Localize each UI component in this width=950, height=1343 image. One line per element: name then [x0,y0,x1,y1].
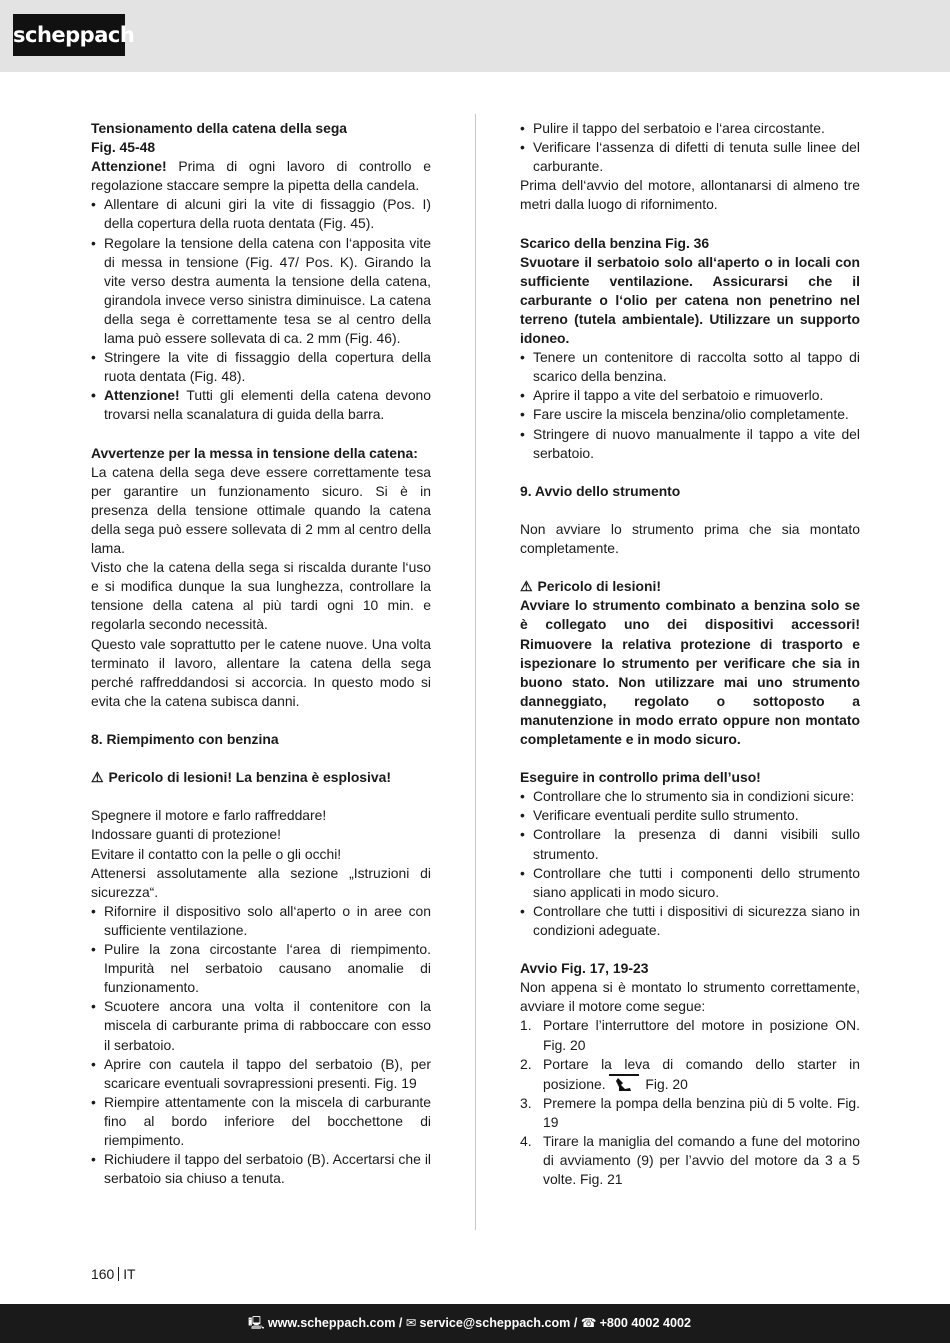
header-bar [0,0,950,72]
numbered-step: 3. Premere la pompa della benzina più di 5 volte. Fig. 19 [520,1094,860,1130]
page-number: 160 IT [91,1266,136,1282]
section-heading: Scarico della benzina Fig. 36 [520,234,710,251]
left-column [91,119,431,1188]
list-item: • Verificare eventuali perdite sullo strumento. [520,807,799,824]
right-column [520,119,860,1189]
list-item: • Scuotere ancora una volta il contenitore con la miscela di carburante prima di rabboccare con esso il serbatoio. [91,998,431,1053]
list-item: • Stringere la vite di fissaggio della copertura della ruota dentata (Fig. 48). [91,349,431,385]
list-item: • Attenzione! Tutti gli elementi della catena devono trovarsi nella scanalatura di guida della barra. [91,387,431,423]
choke-lever-icon [609,1074,639,1092]
list-item: • Controllare che tutti i componenti dello strumento siano applicati in modo sicuro. [520,864,860,900]
section-figure-ref: Fig. 45-48 [91,139,156,156]
list-item: • Controllare che tutti i dispositivi di sicurezza siano in condizioni adeguate. [520,902,860,938]
warning-icon: ⚠ [91,769,104,786]
list-item: • Rifornire il dispositivo solo all‘aperto o in aree con sufficiente ventilazione. [91,902,431,938]
list-item: • Controllare la presenza di danni visibili sullo strumento. [520,826,860,862]
paragraph: Questo vale soprattutto per le catene nuove. Una volta terminato il lavoro, allentare la catena della sega perché raffreddandosi si accorcia. In questo modo si evita che la catena subisca danni. [91,635,431,709]
footer-bar: 🖳 www.scheppach.com / ✉ service@scheppach.com / ☎ +800 4002 4002 [0,1304,950,1343]
numbered-step: 4. Tirare la maniglia del comando a fune del motorino di avviamento (9) per l’avvio del motore da 3 a 5 volte. Fig. 21 [520,1132,860,1188]
warning-heading: ⚠ Pericolo di lesioni! La benzina è esplosiva! [91,768,431,787]
list-item: • Regolare la tensione della catena con l‘apposita vite di messa in tensione (Fig. 47/ Pos. K). Girando la vite verso destra aumenta la tensione della catena, girandola invece verso sinistra diminuisce. La catena della sega è correttamente tesa se al centro della lama può essere sollevata di ca. 2 mm (Fig. 46). [91,234,431,347]
section-heading: Tensionamento della catena della sega [91,120,348,136]
list-item: • Controllare che lo strumento sia in condizioni sicure: [520,788,855,805]
scheppach-logo: scheppach [13,14,125,56]
attention-paragraph: Attenzione! Prima di ogni lavoro di controllo e regolazione staccare sempre la pipetta della candela. [91,158,431,194]
section-heading: Avvertenze per la messa in tensione della catena: [91,444,418,461]
phone-number: +800 4002 4002 [599,1316,691,1330]
website-link[interactable]: www.scheppach.com [267,1316,396,1330]
numbered-step: 2. Portare la leva di comando dello starter in posizione. Fig. 20 [520,1055,860,1092]
warning-icon: ⚠ [520,578,533,595]
section-heading: Avvio Fig. 17, 19-23 [520,960,649,977]
computer-icon: 🖳 [248,1316,265,1330]
paragraph: Non appena si è montato lo strumento correttamente, avviare il motore come segue: [520,979,860,1015]
paragraph: Attenersi assolutamente alla sezione „Istruzioni di sicurezza“. [91,864,431,900]
list-item: • Fare uscire la miscela benzina/olio completamente. [520,406,849,423]
paragraph: Spegnere il motore e farlo raffreddare! [91,807,327,824]
list-item: • Riempire attentamente con la miscela di carburante fino al bordo inferiore del bocchettone di riempimento. [91,1093,431,1148]
bold-paragraph: Svuotare il serbatoio solo all‘aperto o in locali con sufficiente ventilazione. Assicurarsi che il carburante o l‘olio per catena non penetrino nel terreno (tutela ambientale). Utilizzare un supporto idoneo. [520,253,860,347]
section-heading: Eseguire in controllo prima dell’uso! [520,769,761,786]
list-item: • Pulire la zona circostante l‘area di riempimento. Impurità nel serbatoio causano anomalie di funzionamento. [91,941,431,996]
list-item: • Verificare l‘assenza di difetti di tenuta sulle linee del carburante. [520,139,860,175]
list-item: • Tenere un contenitore di raccolta sotto al tappo di scarico della benzina. [520,349,860,385]
list-item: • Allentare di alcuni giri la vite di fissaggio (Pos. I) della copertura della ruota dentata (Fig. 45). [91,196,431,232]
paragraph: Evitare il contatto con la pelle o gli occhi! [91,845,342,862]
chapter-heading: 8. Riempimento con benzina [91,731,279,747]
paragraph: Visto che la catena della sega si riscalda durante l‘uso e si modifica dunque la sua lunghezza, controllare la tensione della catena al più tardi ogni 10 min. e regolarla secondo necessità. [91,559,431,633]
numbered-step: 1. Portare l’interruttore del motore in posizione ON. Fig. 20 [520,1017,860,1053]
list-item: • Aprire il tappo a vite del serbatoio e rimuoverlo. [520,387,824,404]
column-divider [475,114,476,1230]
list-item: • Richiudere il tappo del serbatoio (B). Accertarsi che il serbatoio sia chiuso a tenuta. [91,1151,431,1187]
paragraph: Prima dell‘avvio del motore, allontanarsi di almeno tre metri dalla luogo di rifornimento. [520,177,860,213]
paragraph: Non avviare lo strumento prima che sia montato completamente. [520,520,860,557]
paragraph: Indossare guanti di protezione! [91,826,281,843]
envelope-icon: ✉ [405,1316,417,1330]
phone-icon: ☎ [580,1316,597,1330]
bold-paragraph: Avviare lo strumento combinato a benzina solo se è collegato uno dei dispositivi accessori! Rimuovere la relativa protezione di trasporto e ispezionare lo strumento per verificare che sia in buono stato. Non utilizzare mai uno strumento danneggiato, regolato o sottoposto a manutenzione in modo errato oppure non montato completamente e in modo sicuro. [520,597,860,747]
email-link[interactable]: service@scheppach.com [419,1316,571,1330]
list-item: • Aprire con cautela il tappo del serbatoio (B), per scaricare eventuali sovrapressioni presenti. Fig. 19 [91,1055,431,1091]
list-item: • Pulire il tappo del serbatoio e l‘area circostante. [520,120,825,136]
warning-heading: ⚠ Pericolo di lesioni! [520,577,860,596]
chapter-heading: 9. Avvio dello strumento [520,482,681,499]
paragraph: La catena della sega deve essere correttamente tesa per garantire un funzionamento sicuro. Si è in presenza della tensione ottimale quando la catena della sega può essere sollevata di 2 mm al centro della lama. [91,463,431,557]
list-item: • Stringere di nuovo manualmente il tappo a vite del serbatoio. [520,425,860,461]
